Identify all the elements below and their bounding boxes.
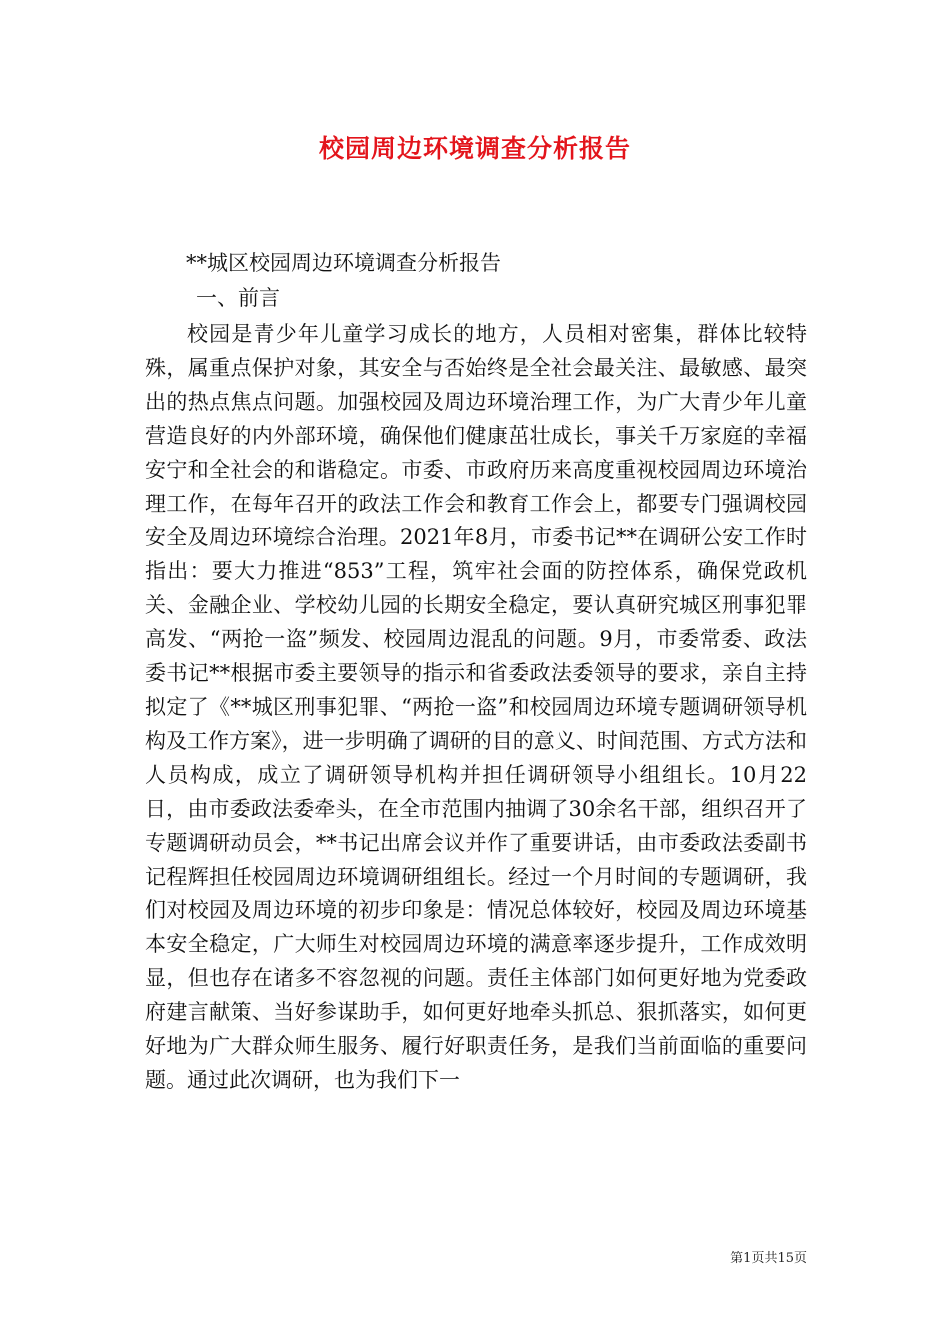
page-number: 第1页共15页: [730, 1251, 807, 1266]
body-paragraph: 校园是青少年儿童学习成长的地方，人员相对密集，群体比较特殊，属重点保护对象，其安全与否始终是全社会最关注、最敏感、最突出的热点焦点问题。加强校园及周边环境治理工作，为广大青少年儿童营造良好的内外部环境，确保他们健康茁壮成长，事关千万家庭的幸福安宁和全社会的和谐稳定。市委、市政府历来高度重视校园周边环境治理工作，在每年召开的政法工作会和教育工作会上，都要专门强调校园安全及周边环境综合治理。2021年8月，市委书记**在调研公安工作时指出：要大力推进“853”工程，筑牢社会面的防控体系，确保党政机关、金融企业、学校幼儿园的长期安全稳定，要认真研究城区刑事犯罪高发、“两抢一盗”频发、校园周边混乱的问题。9月，市委常委、政法委书记**根据市委主要领导的指示和省委政法委领导的要求，亲自主持拟定了《**城区刑事犯罪、“两抢一盗”和校园周边环境专题调研领导机构及工作方案》，进一步明确了调研的目的意义、时间范围、方式方法和人员构成，成立了调研领导机构并担任调研领导小组组长。10月22日，由市委政法委牵头，在全市范围内抽调了30余名干部，组织召开了专题调研动员会，**书记出席会议并作了重要讲话，由市委政法委副书记程辉担任校园周边环境调研组组长。经过一个月时间的专题调研，我们对校园及周边环境的初步印象是：情况总体较好，校园及周边环境基本安全稳定，广大师生对校园周边环境的满意率逐步提升，工作成效明显，但也存在诸多不容忽视的问题。责任主体部门如何更好地为党委政府建言献策、当好参谋助手，如何更好地牵头抓总、狠抓落实，如何更好地为广大群众师生服务、履行好职责任务，是我们当前面临的重要问题。通过此次调研，也为我们下一: [145, 322, 807, 1092]
report-subtitle: **城区校园周边环境调查分析报告: [186, 251, 501, 275]
section-heading: 一、前言: [196, 286, 280, 310]
document-title: 校园周边环境调查分析报告: [318, 134, 631, 163]
